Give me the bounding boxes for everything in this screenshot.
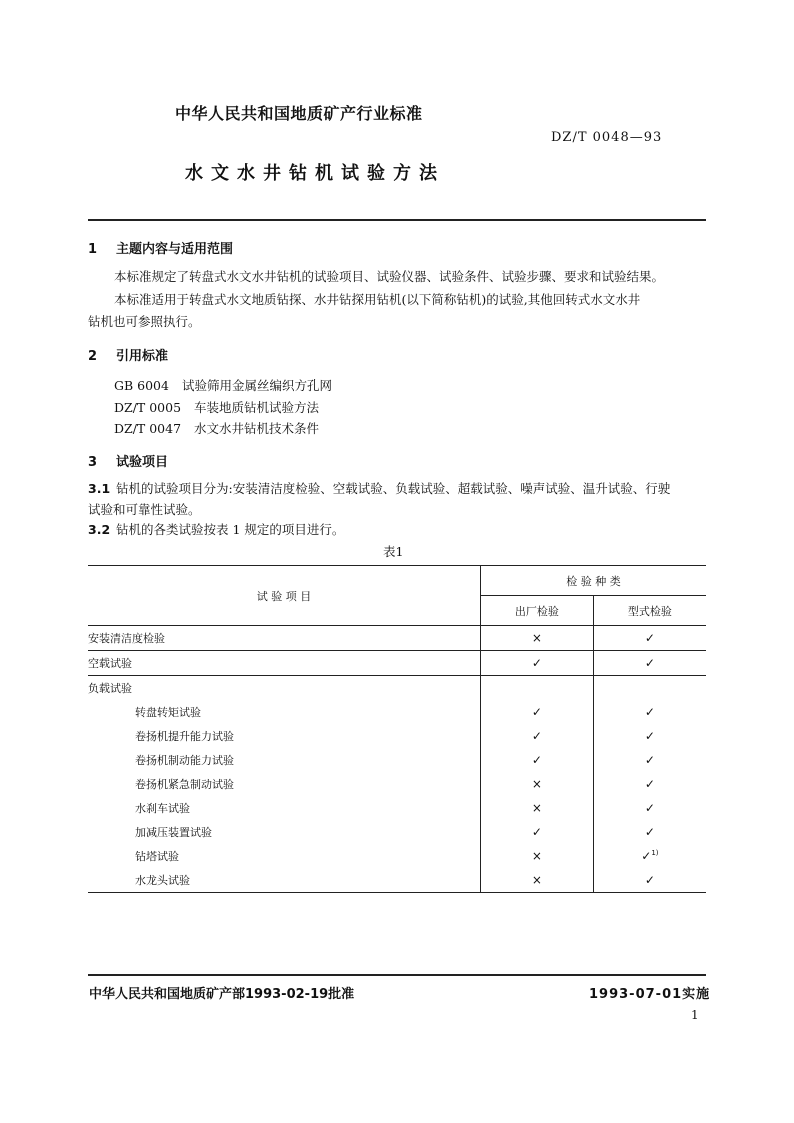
row-item: 卷扬机紧急制动试验 <box>135 778 234 791</box>
row-type-mark: ✓ <box>593 772 706 796</box>
table-row <box>88 724 706 748</box>
ref-gb6004 <box>114 376 332 394</box>
row-type-mark: ✓ <box>593 700 706 724</box>
section-1-paragraph-2-cont: 钻机也可参照执行。 <box>88 314 201 329</box>
standard-code: DZ/T 0048—93 <box>551 130 663 145</box>
clause-3-1-text: 钻机的试验项目分为:安装清洁度检验、空载试验、负载试验、超载试验、噪声试验、温升试验、行驶 <box>116 481 671 496</box>
section-1-paragraph-2: 本标准适用于转盘式水文地质钻探、水井钻探用钻机(以下简称钻机)的试验,其他回转式水文水井 <box>114 292 641 307</box>
section-3-number: 3 <box>88 455 98 470</box>
section-2-number: 2 <box>88 349 98 364</box>
row-type-mark: ✓ <box>593 651 706 676</box>
header-rule <box>88 219 706 221</box>
table-row <box>88 820 706 844</box>
ref-code: DZ/T 0047 <box>114 421 182 436</box>
table-row <box>88 700 706 724</box>
row-type-mark-with-note <box>593 844 706 868</box>
section-2-heading <box>88 345 168 364</box>
footnote-ref: 1) <box>651 849 659 857</box>
row-item: 负载试验 <box>88 676 481 701</box>
row-item: 水刹车试验 <box>135 802 190 815</box>
ref-name: 车装地质钻机试验方法 <box>194 400 320 415</box>
row-factory-mark: ✓ <box>481 700 594 724</box>
row-item: 安装清洁度检验 <box>88 626 481 651</box>
document-title: 水文水井钻机试验方法 <box>185 163 445 184</box>
header-type-test: 型式检验 <box>593 596 706 626</box>
section-1-paragraph-1: 本标准规定了转盘式水文水井钻机的试验项目、试验仪器、试验条件、试验步骤、要求和试验结果。 <box>114 269 665 284</box>
standard-organization: 中华人民共和国地质矿产行业标准 <box>175 104 423 123</box>
row-type-mark: ✓ <box>593 748 706 772</box>
section-3-title: 试验项目 <box>116 455 169 470</box>
implementation-date: 1993-07-01实施 <box>589 987 711 1002</box>
footer-rule <box>88 974 706 976</box>
ref-code: DZ/T 0005 <box>114 400 182 415</box>
clause-3-1-cont: 试验和可靠性试验。 <box>88 502 201 517</box>
row-factory-mark: × <box>481 844 594 868</box>
clause-3-2-number: 3.2 <box>88 522 111 537</box>
clause-3-2 <box>88 519 344 541</box>
row-item: 转盘转矩试验 <box>135 706 201 719</box>
row-type-mark: ✓ <box>593 796 706 820</box>
section-1-number: 1 <box>88 242 98 257</box>
table-row-group <box>88 676 706 701</box>
header-test-kind: 检 验 种 类 <box>481 566 706 596</box>
section-1-title: 主题内容与适用范围 <box>116 242 234 257</box>
row-factory-mark: ✓ <box>481 748 594 772</box>
table-caption: 表1 <box>383 544 404 559</box>
clause-3-2-text: 钻机的各类试验按表 1 规定的项目进行。 <box>116 522 345 537</box>
row-item: 水龙头试验 <box>88 868 481 893</box>
clause-3-1-number: 3.1 <box>88 481 111 496</box>
table-row <box>88 626 706 651</box>
row-type-mark: ✓ <box>593 626 706 651</box>
row-factory-mark: × <box>481 772 594 796</box>
row-factory-mark <box>481 676 594 701</box>
row-factory-mark: × <box>481 796 594 820</box>
header-test-item: 试 验 项 目 <box>88 566 481 626</box>
header-factory-test: 出厂检验 <box>481 596 594 626</box>
row-factory-mark: ✓ <box>481 820 594 844</box>
ref-name: 试验筛用金属丝编织方孔网 <box>182 378 333 393</box>
ref-name: 水文水井钻机技术条件 <box>194 421 320 436</box>
section-3-heading <box>88 451 168 470</box>
row-item: 卷扬机提升能力试验 <box>135 730 234 743</box>
row-type-mark <box>593 676 706 701</box>
row-factory-mark: × <box>481 868 594 893</box>
table-header-row <box>88 566 706 596</box>
table-row <box>88 651 706 676</box>
approval-date: 中华人民共和国地质矿产部1993-02-19批准 <box>89 987 355 1002</box>
row-factory-mark: ✓ <box>481 724 594 748</box>
row-item: 卷扬机制动能力试验 <box>135 754 234 767</box>
table-row <box>88 844 706 868</box>
ref-dzt0047 <box>114 419 319 437</box>
row-item: 钻塔试验 <box>135 850 179 863</box>
table-row <box>88 868 706 893</box>
table-row <box>88 796 706 820</box>
table-row <box>88 748 706 772</box>
section-2-title: 引用标准 <box>116 349 169 364</box>
row-factory-mark: × <box>481 626 594 651</box>
row-type-mark: ✓ <box>593 724 706 748</box>
test-items-table <box>88 565 706 893</box>
row-type-mark: ✓ <box>593 820 706 844</box>
page-number: 1 <box>691 1008 699 1022</box>
row-item: 加减压装置试验 <box>135 826 212 839</box>
ref-dzt0005 <box>114 398 319 416</box>
table-row <box>88 772 706 796</box>
clause-3-1 <box>88 478 670 500</box>
row-factory-mark: ✓ <box>481 651 594 676</box>
row-type-mark: ✓ <box>641 849 652 863</box>
row-type-mark: ✓ <box>593 868 706 893</box>
row-item: 空载试验 <box>88 651 481 676</box>
ref-code: GB 6004 <box>114 378 169 393</box>
section-1-heading <box>88 238 233 257</box>
